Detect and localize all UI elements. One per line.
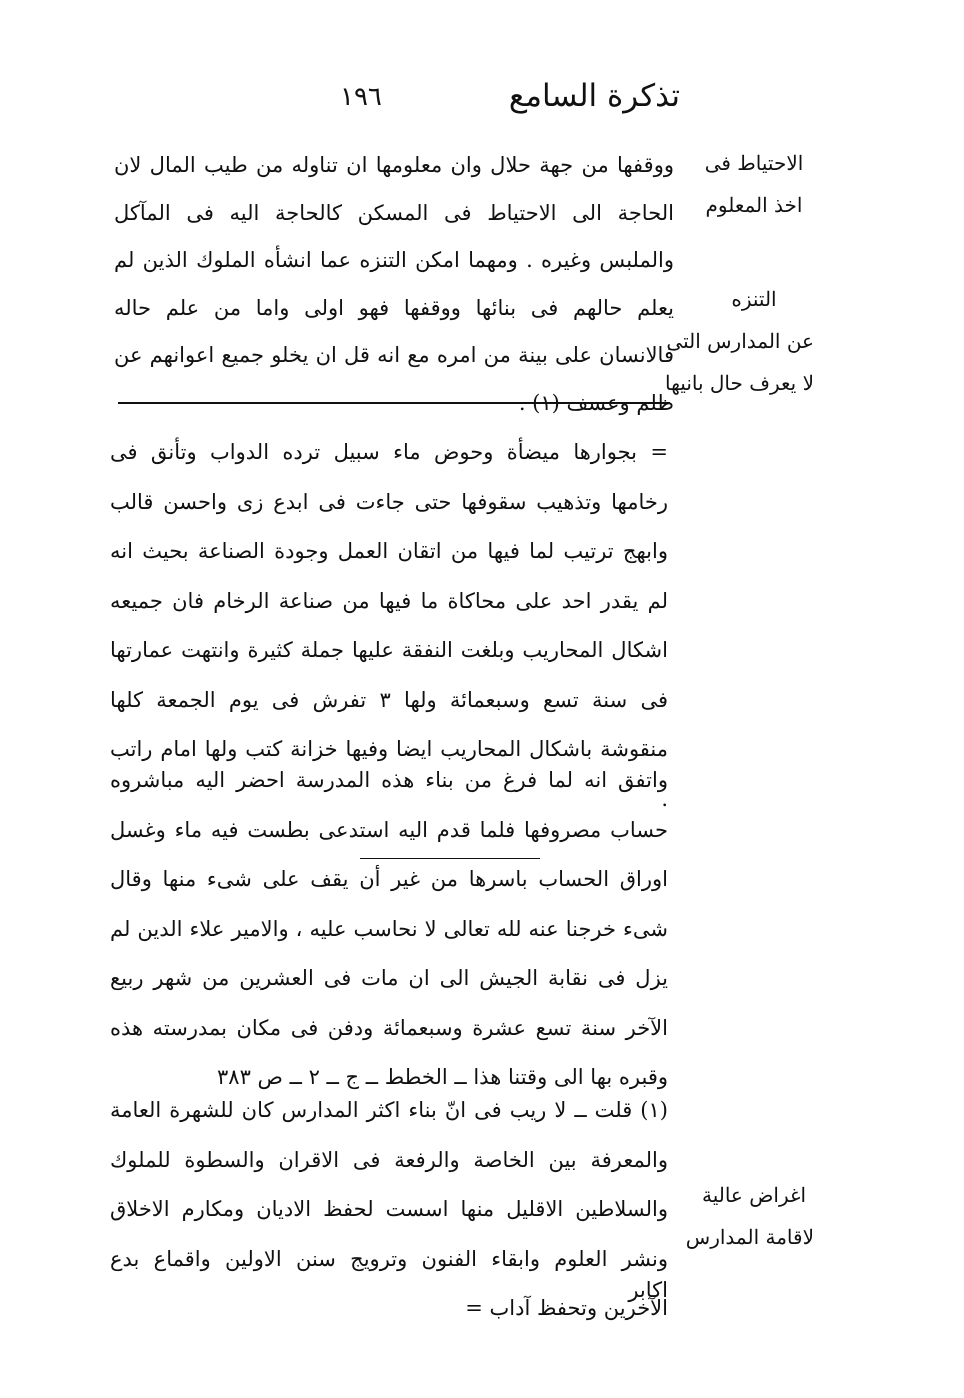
- running-title: تذكرة السامع: [508, 78, 680, 114]
- footnote-paragraph: واتفق انه لما فرغ من بناء هذه المدرسة احضر اليه مباشروه حساب مصروفها فلما قدم اليه استدعى بطست فيه ماء وغسل اوراق الحساب باسرها من غير أن يقف على شىء منها وقال شىء خرجنا عنه لله تعالى لا نحاسب عليه ، والامير علاء الدين لم يزل فى نقابة الجيش الى ان مات فى العشرين من شهر ربيع الآخر سنة تسع عشرة وسبعمائة ودفن فى مكان بمدرسته هذه وقبره بها الى وقتنا هذا ــ الخطط ــ ج ــ ٢ ــ ص ٣٨٣: [110, 768, 668, 1089]
- page-number: ١٩٦: [340, 82, 382, 112]
- margin-note-line: اغراض عالية: [701, 1183, 807, 1207]
- margin-note-line: لاقامة المدارس: [685, 1225, 814, 1249]
- footnote-continuation: = بجوارها ميضأة وحوض ماء سبيل ترده الدواب وتأنق فى رخامها وتذهيب سقوفها حتى جاءت فى ابدع زى واحسن قالب وابهج ترتيب لما فيها من اتقان العمل وجودة الصناعة بحيث انه لم يقدر احد على محاكاة ما فيها من صناعة الرخام فان جميعه اشكال المحاريب وبلغت النفقة عليها جملة كثيرة وانتهت عمارتها فى سنة تسع وسبعمائة ولها ٣ تفرش فى يوم الجمعة كلها منقوشة باشكال المحاريب ايضا وفيها خزانة كتب ولها امام راتب .: [110, 440, 668, 811]
- margin-note-school-purposes: [685, 1174, 814, 1258]
- main-text: ووقفها من جهة حلال وان معلومها ان تناوله من طيب المال لان الحاجة الى الاحتياط فى المسكن كالحاجة اليه فى المآكل والملبس وغيره . ومهما امكن التنزه عما انشأه الملوك الذين لم يعلم حالهم فى بنائها ووقفها فهو اولى واما من علم حاله فالانسان على بينة من امره مع انه قل ان يخلو جميع اعوانهم عن ظلم وعسف (١) .: [114, 153, 674, 415]
- margin-note-line: اخذ المعلوم: [705, 193, 803, 217]
- text-underline: [360, 858, 540, 859]
- margin-note-line: الاحتياط فى: [704, 151, 804, 175]
- margin-note-line: لا يعرف حال بانيها: [664, 371, 814, 395]
- margin-note-line: عن المدارس التى: [666, 329, 814, 353]
- footnote-1: (١) قلت ــ لا ريب فى انّ بناء اكثر المدارس كان للشهرة العامة والمعرفة بين الخاصة والرفعة فى الاقران والسطوة للملوك والسلاطين الاقليل منها اسست لحفظ الاديان ومكارم الاخلاق ونشر العلوم وابقاء الفنون وترويج سنن الاولين واقماع بدع الآخرين وتحفظ آداب =: [110, 1098, 668, 1320]
- margin-note-avoid-schools: [664, 278, 814, 404]
- footnote-separator: [118, 402, 670, 404]
- margin-note-precaution: [694, 142, 814, 226]
- page-header: [340, 78, 680, 134]
- margin-note-line: التنزه: [731, 287, 777, 311]
- catchword: اكابر: [628, 1278, 668, 1302]
